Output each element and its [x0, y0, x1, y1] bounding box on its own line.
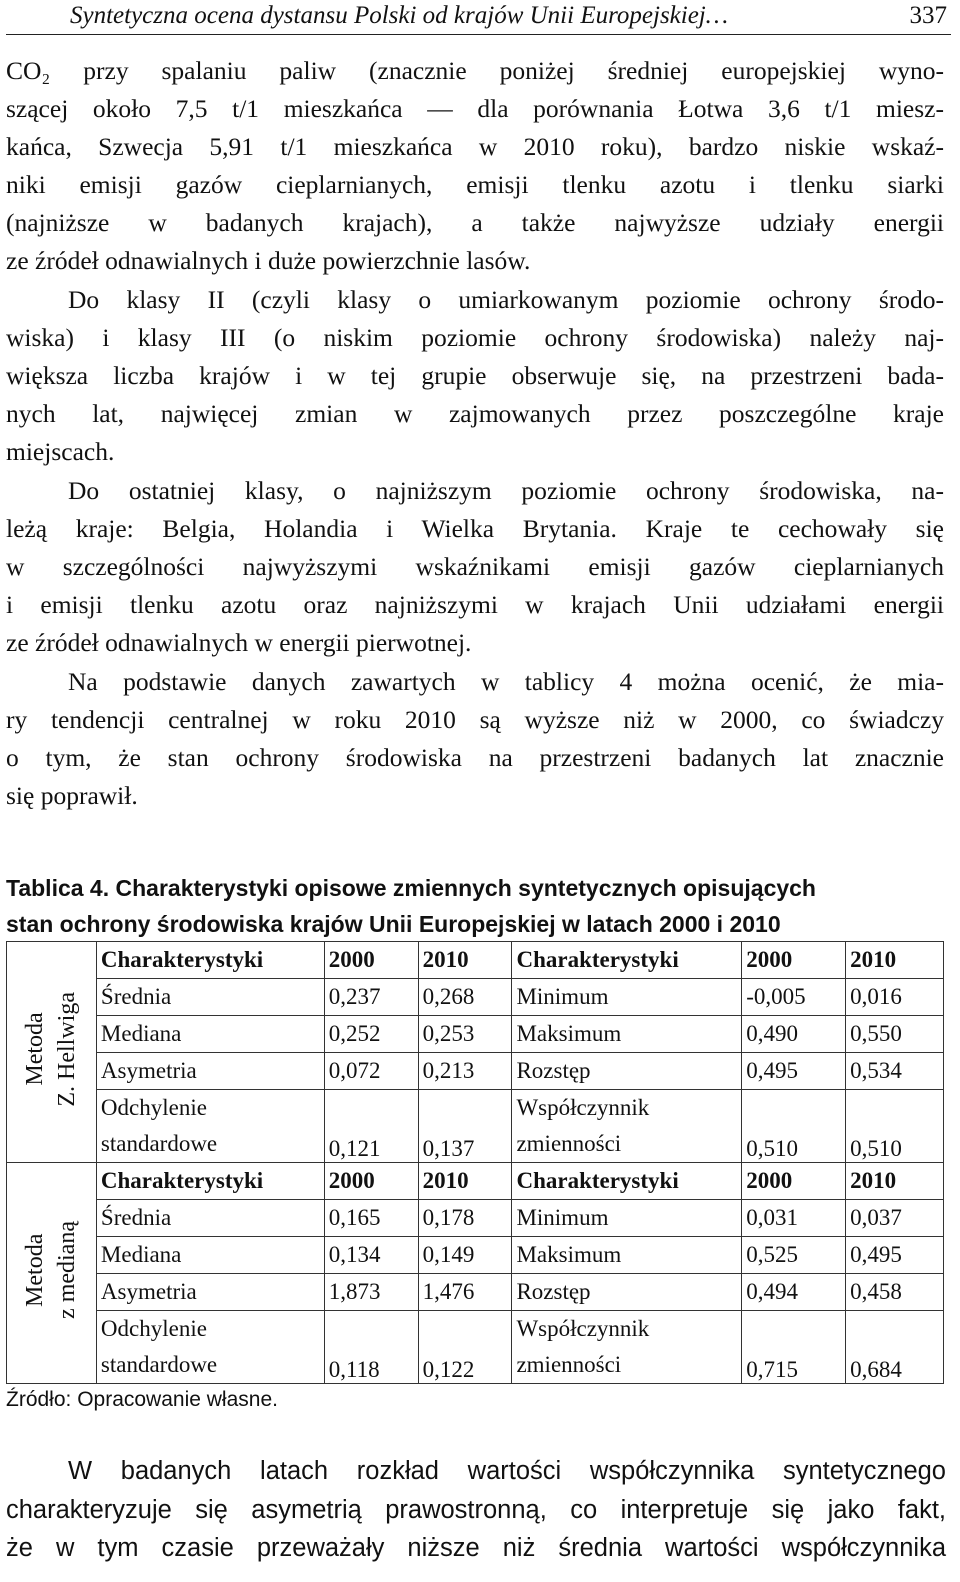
table-cell: 0,118	[324, 1311, 418, 1384]
table-cell: 0,525	[742, 1237, 846, 1274]
column-header: 2010	[846, 1163, 944, 1200]
table-cell: Odchylenie	[96, 1090, 324, 1127]
table-cell: 0,715	[742, 1311, 846, 1384]
table-cell: Asymetria	[96, 1053, 324, 1090]
column-header: Charakterystyki	[96, 942, 324, 979]
table-source: Źródło: Opracowanie własne.	[6, 1388, 278, 1411]
text-line: leżą kraje: Belgia, Holandia i Wielka Brytania. Kraje te cechowały się	[6, 514, 944, 544]
table-cell: Mediana	[96, 1237, 324, 1274]
table-cell: 0,490	[742, 1016, 846, 1053]
column-header: 2000	[742, 1163, 846, 1200]
text-line: się poprawił.	[6, 781, 138, 811]
table-row	[7, 1311, 944, 1348]
table-cell: 0,253	[418, 1016, 512, 1053]
paragraph-3	[6, 472, 944, 662]
text-line: ze źródeł odnawialnych w energii pierwotnej.	[6, 628, 472, 658]
text-line: ry tendencji centralnej w roku 2010 są wyższe niż w 2000, co świadczy	[6, 705, 944, 735]
text-line: W badanych latach rozkład wartości współczynnika syntetycznego	[68, 1457, 946, 1485]
table-cell: 0,252	[324, 1016, 418, 1053]
table-cell: 0,510	[742, 1090, 846, 1163]
table-cell: Odchylenie	[96, 1311, 324, 1348]
text-line: kańca, Szwecja 5,91 t/1 mieszkańca w 2010 roku), bardzo niskie wskaź-	[6, 132, 944, 162]
page-header	[6, 2, 951, 35]
table-row	[7, 1016, 944, 1053]
method-label: Metoda Z. Hellwiga	[22, 991, 81, 1107]
table-cell: Maksimum	[512, 1237, 742, 1274]
table-cell: 0,137	[418, 1090, 512, 1163]
table-cell: 0,495	[742, 1053, 846, 1090]
table-cell: 0,550	[846, 1016, 944, 1053]
method-cell-median	[7, 1163, 97, 1384]
text-line: w szczególności najwyższymi wskaźnikami emisji gazów cieplarnianych	[6, 552, 944, 582]
text-line: Na podstawie danych zawartych w tablicy 4 można ocenić, że mia-	[68, 667, 944, 696]
paragraph-5	[6, 1452, 946, 1568]
table-cell: 0,494	[742, 1274, 846, 1311]
text-line: ze źródeł odnawialnych i duże powierzchnie lasów.	[6, 246, 531, 276]
table-cell: 0,458	[846, 1274, 944, 1311]
table-cell: Mediana	[96, 1016, 324, 1053]
table-cell: standardowe	[96, 1347, 324, 1384]
column-header: 2000	[742, 942, 846, 979]
table-cell: 0,072	[324, 1053, 418, 1090]
method-cell-hellwig	[7, 942, 97, 1163]
table-cell: Asymetria	[96, 1274, 324, 1311]
text-line: CO₂ przy spalaniu paliw (znacznie poniżej średniej europejskiej wyno-	[6, 56, 944, 85]
column-header: 2010	[846, 942, 944, 979]
table-cell: 1,873	[324, 1274, 418, 1311]
text-line: szącej około 7,5 t/1 mieszkańca — dla porównania Łotwa 3,6 t/1 miesz-	[6, 94, 944, 124]
text-line: że w tym czasie przeważały niższe niż średnia wartości współczynnika	[6, 1534, 946, 1562]
table-row	[7, 1090, 944, 1127]
table-cell: 0,237	[324, 979, 418, 1016]
table-cell: 0,495	[846, 1237, 944, 1274]
method-label: Metoda z medianą	[22, 1221, 81, 1319]
table-caption	[6, 870, 951, 942]
table-cell: 0,213	[418, 1053, 512, 1090]
table-cell: zmienności	[512, 1126, 742, 1163]
table-cell: zmienności	[512, 1347, 742, 1384]
table-4	[6, 941, 944, 1384]
column-header: Charakterystyki	[96, 1163, 324, 1200]
page-number: 337	[909, 2, 947, 29]
table-row	[7, 1274, 944, 1311]
column-header: Charakterystyki	[512, 942, 742, 979]
text-line: większa liczba krajów i w tej grupie obserwuje się, na przestrzeni bada-	[6, 361, 944, 391]
text-line: charakteryzuje się asymetrią prawostronną, co interpretuje się jako fakt,	[6, 1495, 946, 1524]
table-cell: 0,268	[418, 979, 512, 1016]
table-cell: 0,122	[418, 1311, 512, 1384]
table-cell: Średnia	[96, 1200, 324, 1237]
text-line: o tym, że stan ochrony środowiska na przestrzeni badanych lat znacznie	[6, 743, 944, 773]
statistics-table	[6, 941, 944, 1384]
column-header: Charakterystyki	[512, 1163, 742, 1200]
caption-line: stan ochrony środowiska krajów Unii Europejskiej w latach 2000 i 2010	[6, 911, 781, 937]
table-row	[7, 1237, 944, 1274]
text-line: wiska) i klasy III (o niskim poziomie ochrony środowiska) należy naj-	[6, 323, 944, 353]
text-line: Do klasy II (czyli klasy o umiarkowanym poziomie ochrony środo-	[68, 285, 944, 314]
running-title: Syntetyczna ocena dystansu Polski od krajów Unii Europejskiej…	[70, 2, 728, 29]
table-cell: 0,031	[742, 1200, 846, 1237]
table-cell: Maksimum	[512, 1016, 742, 1053]
table-cell: -0,005	[742, 979, 846, 1016]
table-cell: 1,476	[418, 1274, 512, 1311]
column-header: 2010	[418, 1163, 512, 1200]
caption-line: Tablica 4. Charakterystyki opisowe zmiennych syntetycznych opisujących	[6, 875, 816, 901]
table-row	[7, 979, 944, 1016]
text-line: (najniższe w badanych krajach), a także najwyższe udziały energii	[6, 208, 944, 238]
table-row	[7, 1053, 944, 1090]
table-cell: Rozstęp	[512, 1053, 742, 1090]
column-header: 2000	[324, 1163, 418, 1200]
table-cell: 0,510	[846, 1090, 944, 1163]
text-line: miejscach.	[6, 437, 115, 467]
table-cell: 0,534	[846, 1053, 944, 1090]
table-cell: Minimum	[512, 1200, 742, 1237]
table-cell: 0,165	[324, 1200, 418, 1237]
table-cell: 0,121	[324, 1090, 418, 1163]
table-cell: Współczynnik	[512, 1090, 742, 1127]
table-cell: 0,016	[846, 979, 944, 1016]
text-line: Do ostatniej klasy, o najniższym poziomie ochrony środowiska, na-	[68, 476, 944, 505]
text-line: nych lat, najwięcej zmian w zajmowanych przez poszczególne kraje	[6, 399, 944, 429]
paragraph-4	[6, 663, 944, 815]
paragraph-1	[6, 52, 944, 281]
paragraph-2	[6, 281, 944, 471]
table-row	[7, 1200, 944, 1237]
table-cell: Minimum	[512, 979, 742, 1016]
table-header-row	[7, 1163, 944, 1200]
table-header-row	[7, 942, 944, 979]
table-cell: Średnia	[96, 979, 324, 1016]
table-cell: Współczynnik	[512, 1311, 742, 1348]
table-cell: 0,037	[846, 1200, 944, 1237]
table-cell: 0,134	[324, 1237, 418, 1274]
table-cell: 0,684	[846, 1311, 944, 1384]
table-cell: Rozstęp	[512, 1274, 742, 1311]
table-cell: 0,149	[418, 1237, 512, 1274]
table-cell: standardowe	[96, 1126, 324, 1163]
column-header: 2010	[418, 942, 512, 979]
column-header: 2000	[324, 942, 418, 979]
text-line: niki emisji gazów cieplarnianych, emisji tlenku azotu i tlenku siarki	[6, 170, 944, 200]
table-cell: 0,178	[418, 1200, 512, 1237]
text-line: i emisji tlenku azotu oraz najniższymi w krajach Unii udziałami energii	[6, 590, 944, 620]
